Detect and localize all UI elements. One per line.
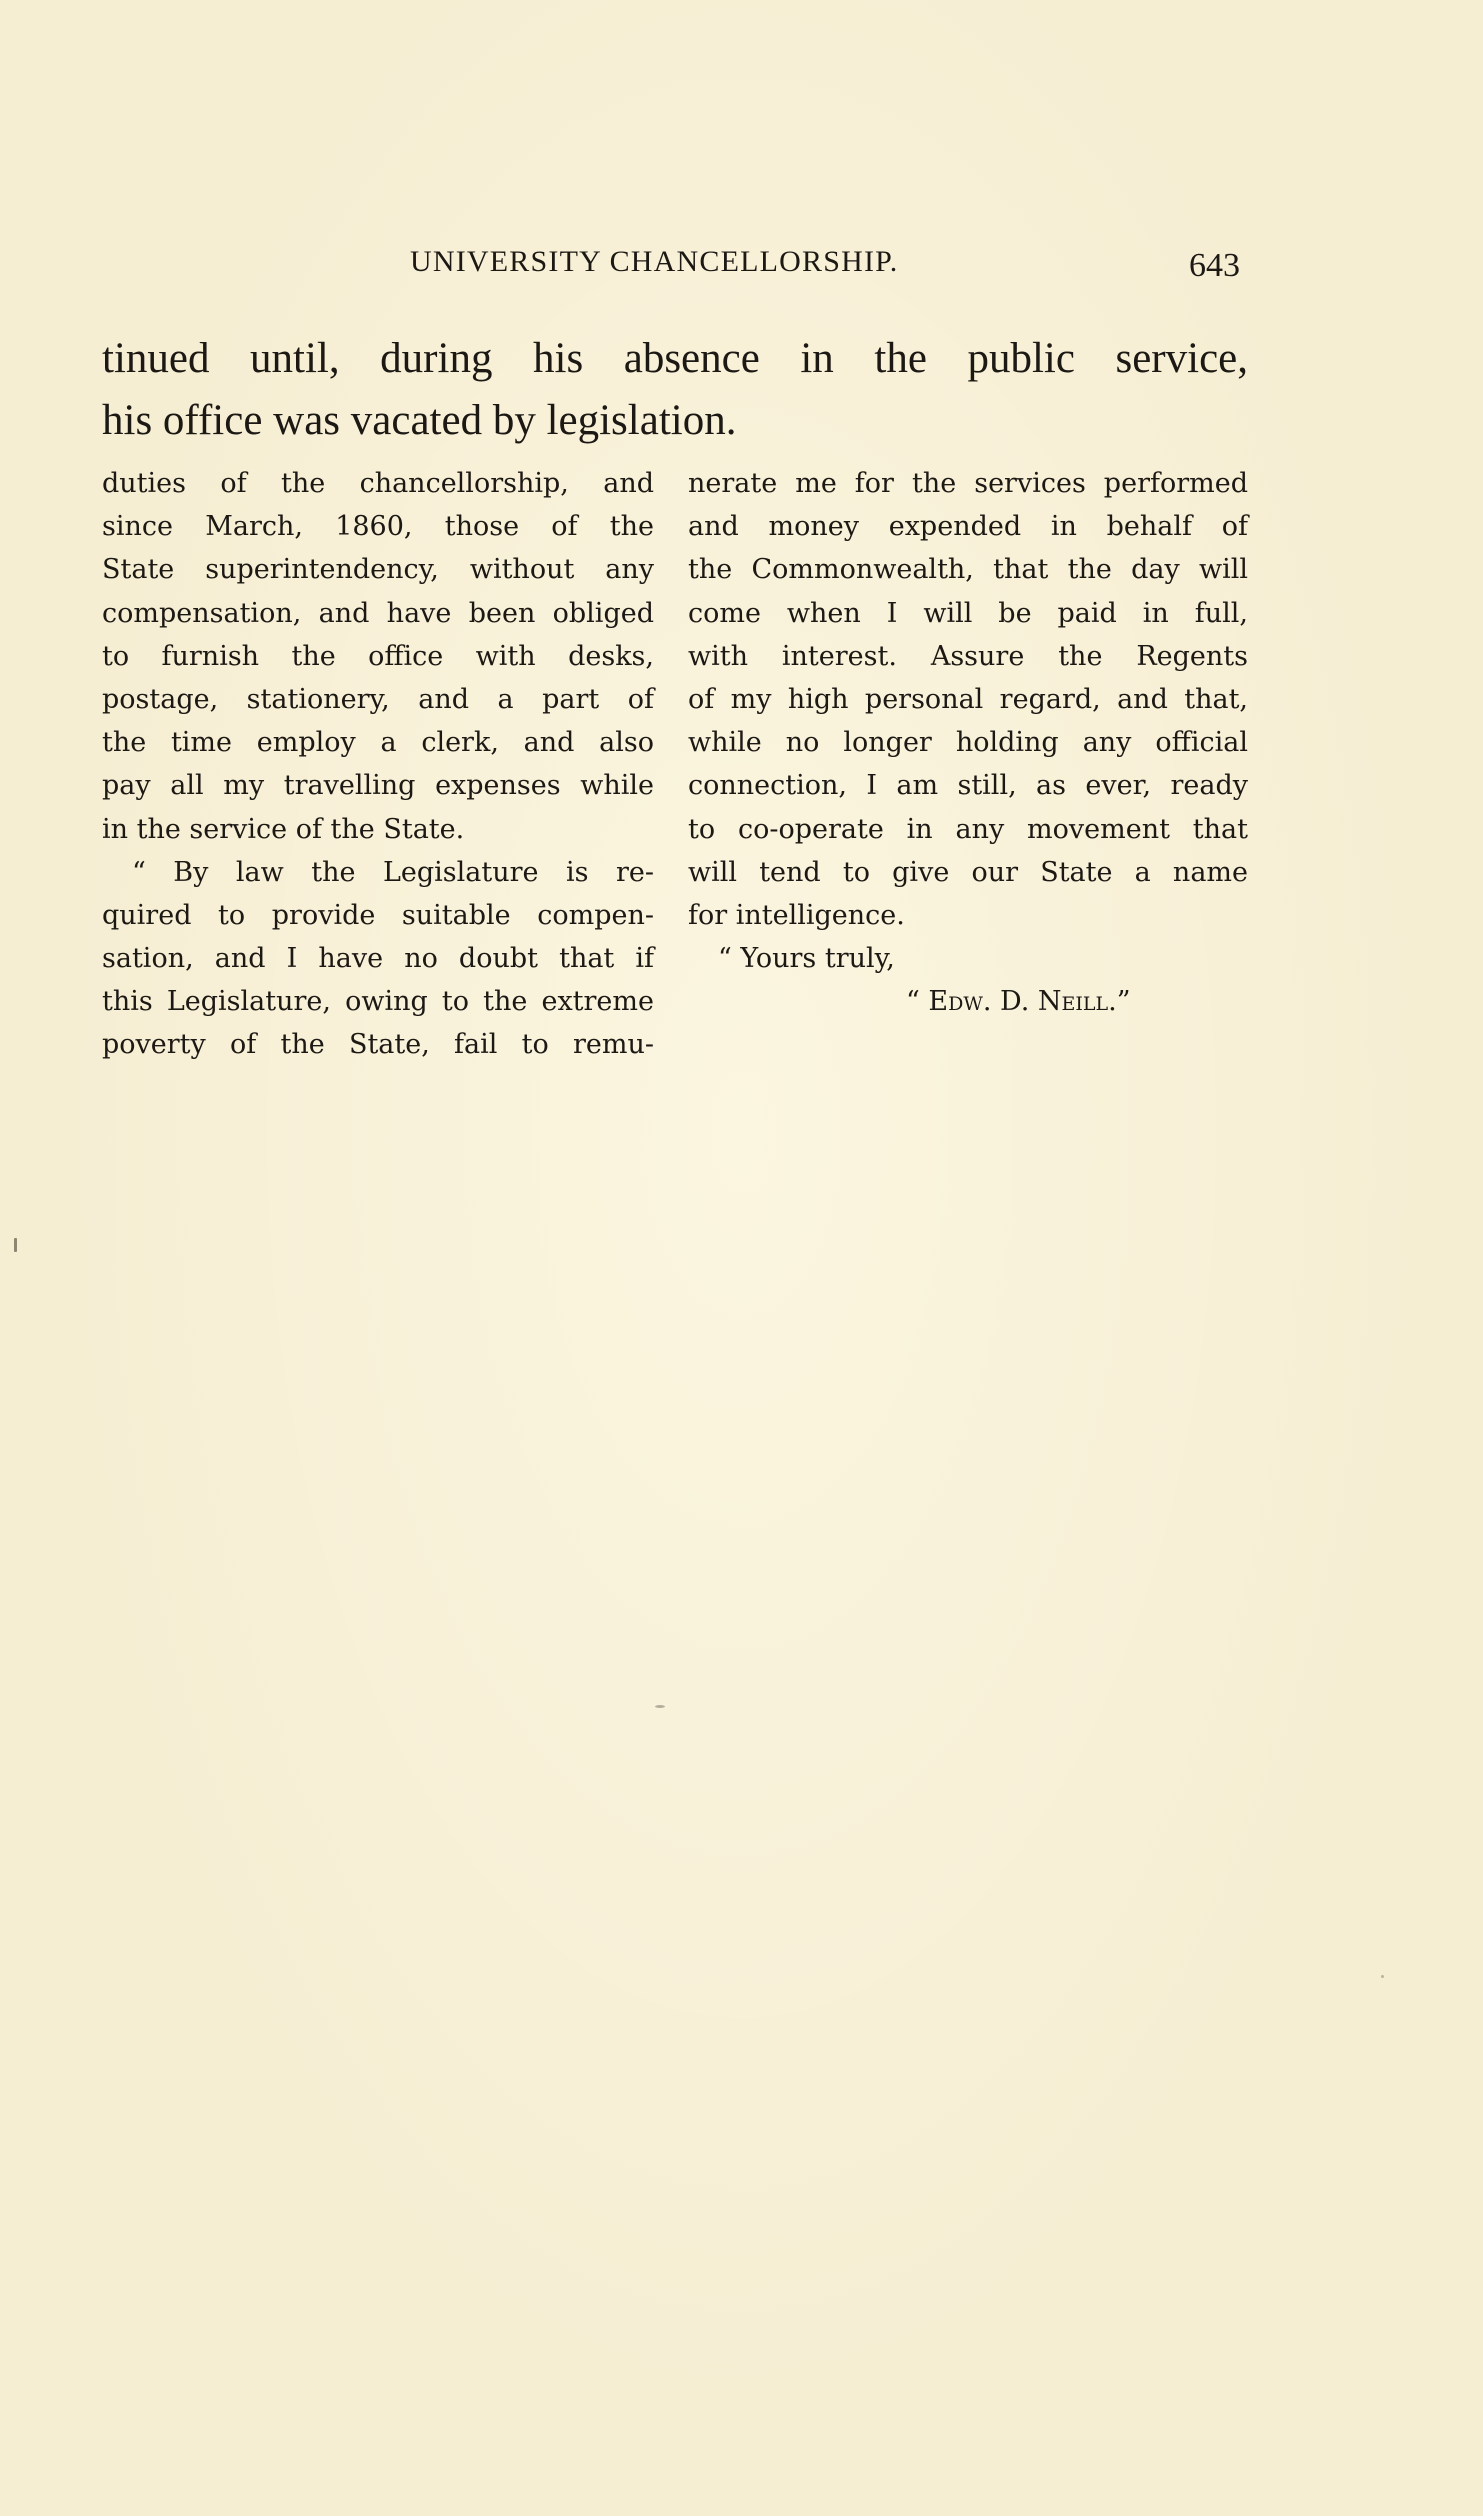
right-column — [688, 462, 1248, 1023]
lead-paragraph — [102, 328, 1248, 452]
text-line: poverty of the State, fail to remu- — [102, 1029, 654, 1061]
text-line: duties of the chancellorship, and — [102, 468, 654, 499]
text-line: quired to provide suitable compen- — [102, 899, 654, 931]
text-line: and money expended in behalf of — [688, 511, 1248, 543]
text-line: the time employ a clerk, and also — [102, 727, 654, 759]
paper-speck — [655, 1705, 665, 1708]
text-line: to co-operate in any movement that — [688, 813, 1248, 845]
text-line: connection, I am still, as ever, ready — [688, 770, 1248, 802]
text-line: compensation, and have been obliged — [102, 597, 654, 629]
lead-line: his office was vacated by legislation. — [102, 397, 737, 444]
text-line: come when I will be paid in full, — [688, 597, 1248, 629]
text-line: pay all my travelling expenses while — [102, 770, 654, 802]
signature: “ Edw. D. Neill.” — [906, 986, 1131, 1018]
text-line: with interest. Assure the Regents — [688, 640, 1248, 672]
paper-speck — [1381, 1975, 1384, 1978]
page-number: 643 — [1189, 247, 1240, 284]
text-line: while no longer holding any official — [688, 727, 1248, 759]
text-line: nerate me for the services performed — [688, 468, 1248, 499]
text-line: postage, stationery, and a part of — [102, 683, 654, 715]
text-line: “ By law the Legislature is re- — [132, 856, 654, 888]
running-head — [410, 245, 1240, 295]
text-line: of my high personal regard, and that, — [688, 683, 1248, 715]
text-line: to furnish the office with desks, — [102, 640, 654, 672]
text-line: in the service of the State. — [102, 813, 465, 845]
paper-speck — [14, 1238, 17, 1252]
text-line: the Commonwealth, that the day will — [688, 554, 1248, 586]
text-line: for intelligence. — [688, 899, 905, 931]
text-line: sation, and I have no doubt that if — [102, 943, 654, 975]
text-line: since March, 1860, those of the — [102, 511, 654, 543]
running-title: UNIVERSITY CHANCELLORSHIP. — [410, 245, 899, 278]
text-line: will tend to give our State a name — [688, 856, 1248, 888]
left-column — [102, 462, 654, 1067]
text-line: this Legislature, owing to the extreme — [102, 986, 654, 1018]
text-line: State superintendency, without any — [102, 554, 654, 586]
salutation: “ Yours truly, — [718, 943, 895, 975]
lead-line: tinued until, during his absence in the public service, — [102, 335, 1248, 382]
